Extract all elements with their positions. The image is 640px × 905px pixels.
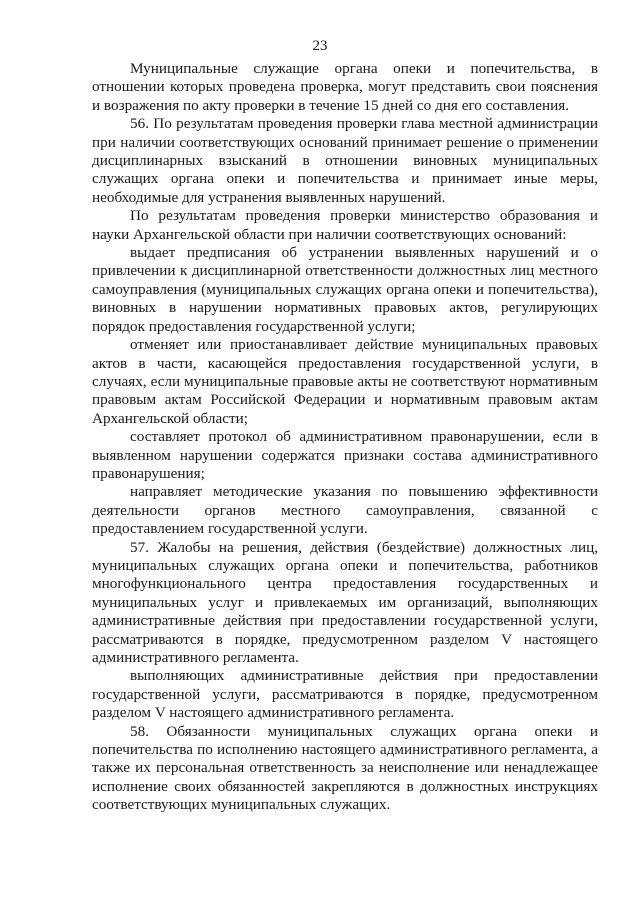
paragraph-methodical-guidance: направляет методические указания по повышению эффективности деятельности органов местного самоуправления, связанной с предоставлением государственной услуги. [92, 483, 598, 538]
paragraph-drafts-protocol: составляет протокол об административном правонарушении, если в выявленном нарушении содержатся признаки состава административного правонарушения; [92, 428, 598, 482]
paragraph-review-objections: Муниципальные служащие органа опеки и попечительства, в отношении которых проведена проверка, могут представить свои пояснения и возражения по акту проверки в течение 15 дней со дня его составления. [92, 60, 598, 114]
paragraph-58-responsibilities: 58. Обязанности муниципальных служащих органа опеки и попечительства по исполнению настоящего административного регламента, а также их персональная ответственность за неисполнение или ненадлежащее исполнение своих обязанностей закрепляются в должностных инструкциях соответствующих муниципальных служащих. [92, 722, 598, 814]
paragraph-56-disciplinary-actions: 56. По результатам проведения проверки глава местной администрации при наличии соответствующих оснований принимает решение о применении дисциплинарных взысканий в отношении виновных муниципальных служащих органа опеки и попечительства и принимает иные меры, необходимые для устранения выявленных нарушений. [92, 115, 598, 206]
document-body [92, 60, 598, 815]
paragraph-issues-orders: выдает предписания об устранении выявленных нарушений и о привлечении к дисциплинарной ответственности должностных лиц местного самоуправления (муниципальных служащих органа опеки и попечительства), виновных в нарушении нормативных правовых актов, регулирующих порядок предоставления государственной услуги; [92, 244, 598, 335]
page-number: 23 [312, 38, 328, 54]
paragraph-ministry-grounds: По результатам проведения проверки министерство образования и науки Архангельской области при наличии соответствующих оснований: [92, 207, 598, 243]
paragraph-57-complaints: 57. Жалобы на решения, действия (бездействие) должностных лиц, муниципальных служащих органа опеки и попечительства, работников многофункционального центра предоставления государственных и муниципальных услуг и привлекаемых им организаций, выполняющих административные действия при предоставлении государственной услуги, рассматриваются в порядке, предусмотренном разделом V настоящего административного регламента. [92, 538, 598, 666]
paragraph-performing-actions: выполняющих административные действия при предоставлении государственной услуги, рассматриваются в порядке, предусмотренном разделом V настоящего административного регламента. [92, 667, 598, 722]
paragraph-cancels-acts: отменяет или приостанавливает действие муниципальных правовых актов в части, касающейся предоставления государственной услуги, в случаях, если муниципальные правовые акты не соответствуют нормативным правовым актам Российской Федерации и нормативным правовым актам Архангельской области; [92, 336, 598, 427]
